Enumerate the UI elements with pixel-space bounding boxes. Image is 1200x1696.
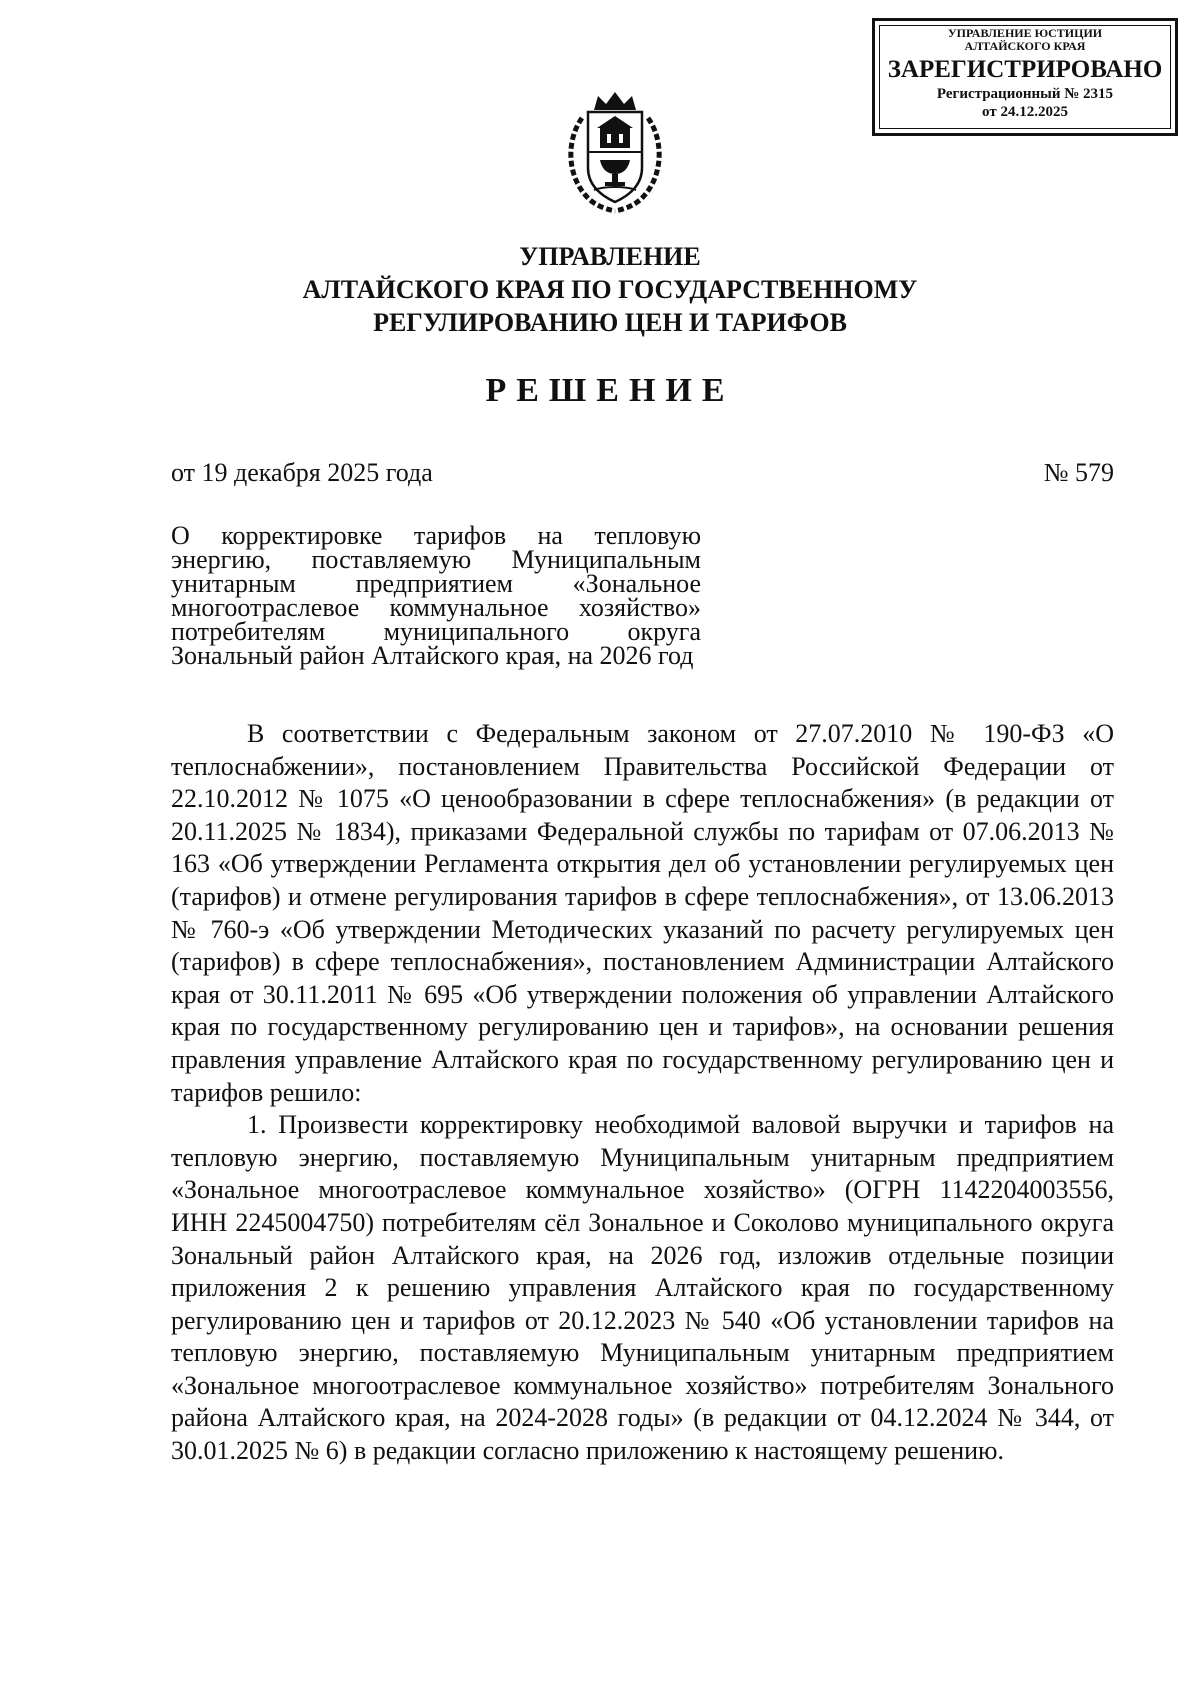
document-body	[171, 718, 1114, 1468]
stamp-registered: ЗАРЕГИСТРИРОВАНО	[887, 56, 1163, 83]
registration-stamp	[872, 18, 1178, 136]
authority-line3: РЕГУЛИРОВАНИЮ ЦЕН И ТАРИФОВ	[373, 308, 847, 337]
altai-krai-coat-of-arms-icon	[560, 90, 670, 216]
resolution-item-1: 1. Произвести корректировку необходимой валовой выручки и тарифов на тепловую энергию, поставляемую Муниципальным унитарным предприятием «Зональное многоотраслевое коммунальное хозяйство» (ОГРН 1142204003556, ИНН 2245004750) потребителям сёл Зональное и Соколово муниципального округа Зональный район Алтайского края, на 2026 год, изложив отдельные позиции приложения 2 к решению управления Алтайского края по государственному регулированию цен и тарифов от 20.12.2023 № 540 «Об установлении тарифов на тепловую энергию, поставляемую Муниципальным унитарным предприятием «Зональное многоотраслевое коммунальное хозяйство» потребителям Зонального района Алтайского края, на 2024-2028 годы» (в редакции от 04.12.2024 № 344, от 30.01.2025 № 6) в редакции согласно приложению к настоящему решению.	[171, 1110, 1114, 1466]
issuing-authority	[200, 240, 1020, 339]
document-number: № 579	[1043, 458, 1114, 487]
authority-line1: УПРАВЛЕНИЕ	[519, 242, 701, 271]
stamp-reg-number: Регистрационный № 2315	[936, 86, 1114, 102]
stamp-authority-line1: УПРАВЛЕНИЕ ЮСТИЦИИ	[947, 26, 1103, 40]
authority-line2: АЛТАЙСКОГО КРАЯ ПО ГОСУДАРСТВЕННОМУ	[302, 275, 918, 304]
stamp-reg-date: от 24.12.2025	[982, 104, 1068, 120]
date-number-line	[171, 458, 1114, 488]
document-subject: О корректировке тарифов на тепловую энергию, поставляемую Муниципальным унитарным предприятием «Зональное многоотраслевое коммунальное хозяйство» потребителям муниципального округа Зональный район Алтайского края, на 2026 год	[171, 521, 701, 670]
preamble-paragraph: В соответствии с Федеральным законом от 27.07.2010 № 190-ФЗ «О теплоснабжении», постановлением Правительства Российской Федерации от 22.10.2012 № 1075 «О ценообразовании в сфере теплоснабжения» (в редакции от 20.11.2025 № 1834), приказами Федеральной службы по тарифам от 07.06.2013 № 163 «Об утверждении Регламента открытия дел об установлении регулируемых цен (тарифов) и отмене регулирования тарифов в сфере теплоснабжения», от 13.06.2013 № 760-э «Об утверждении Методических указаний по расчету регулируемых цен (тарифов) в сфере теплоснабжения», постановлением Администрации Алтайского края от 30.11.2011 № 695 «Об утверждении положения об управлении Алтайского края по государственному регулированию цен и тарифов», на основании решения правления управление Алтайского края по государственному регулированию цен и тарифов решило:	[171, 719, 1114, 1107]
document-type-title: РЕШЕНИЕ	[485, 372, 735, 409]
document-date: от 19 декабря 2025 года	[171, 458, 433, 487]
stamp-authority-line2: АЛТАЙСКОГО КРАЯ	[964, 39, 1086, 53]
